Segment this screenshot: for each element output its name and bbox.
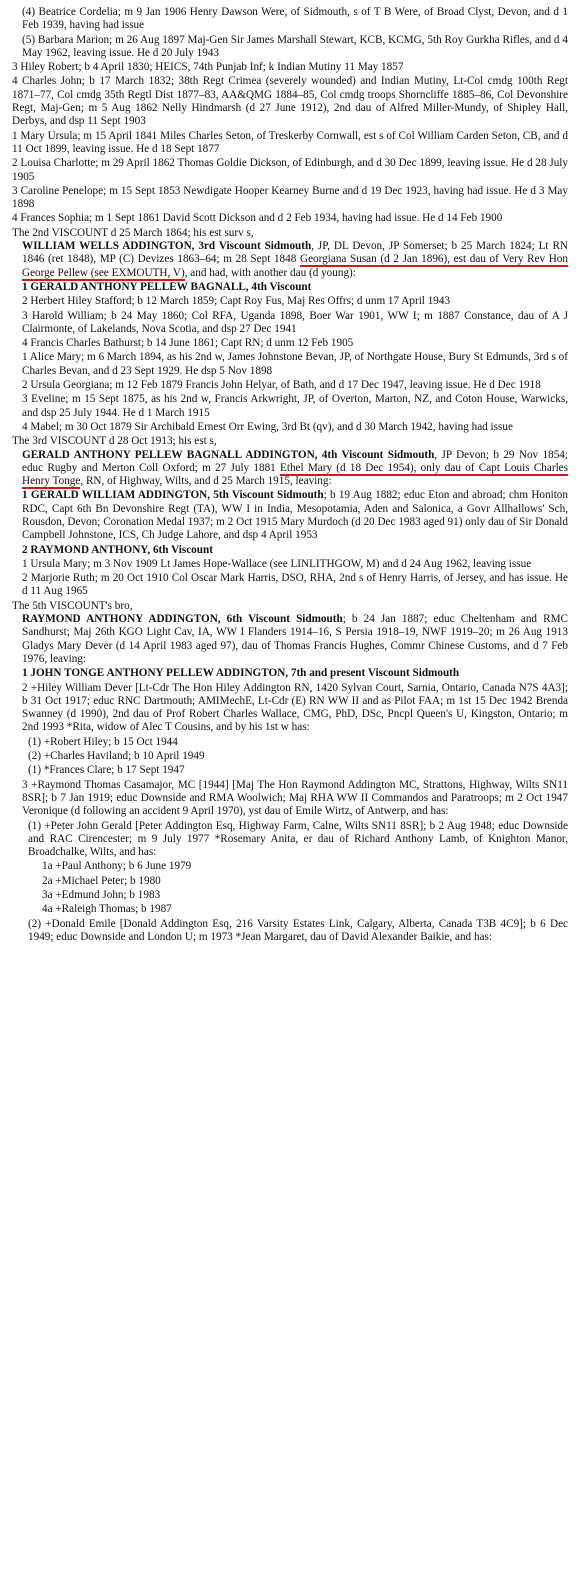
- entry-text: 2 Marjorie Ruth; m 20 Oct 1910 Col Oscar Mark Harris, DSO, RHA, 2nd s of Henry Harris, of Jersey, and has issue. He d 11 Aug 1965: [22, 572, 568, 598]
- child-entry: [28, 918, 568, 945]
- child-entry: [42, 889, 568, 902]
- child-entry: [22, 393, 568, 420]
- entry-text: 2 Ursula Georgiana; m 12 Feb 1879 Francis John Helyar, of Bath, and d 17 Dec 1947, leaving issue. He d Dec 1918: [22, 379, 541, 392]
- entry-text: 2 Herbert Hiley Stafford; b 12 March 1859; Capt Roy Fus, Maj Res Offrs; d unm 17 April 1943: [22, 295, 451, 308]
- child-entry: [22, 351, 568, 378]
- entry-text: 4 Francis Charles Bathurst; b 14 June 1861; Capt RN; d unm 12 Feb 1905: [22, 337, 354, 350]
- fourth-viscount-name: GERALD ANTHONY PELLEW BAGNALL ADDINGTON, 4th Viscount Sidmouth: [22, 448, 435, 461]
- genealogy-entry: [12, 61, 568, 74]
- second-viscount-intro: [12, 227, 568, 240]
- fourth-viscount-children: [12, 489, 568, 598]
- entry-text: 4 Mabel; m 30 Oct 1879 Sir Archibald Ernest Orr Ewing, 3rd Bt (qv), and d 30 March 1942, having had issue: [22, 420, 513, 433]
- earlier-entries: [12, 6, 568, 226]
- entry-text: 4 Frances Sophia; m 1 Sept 1861 David Scott Dickson and d 2 Feb 1934, having had issue. He d 14 Feb 1900: [12, 212, 503, 225]
- genealogy-entry: [12, 75, 568, 128]
- child-entry: [22, 667, 568, 680]
- entry-text: (2) +Donald Emile [Donald Addington Esq, 216 Varsity Estates Link, Calgary, Alberta, Canada T3B 4C9]; b 6 Dec 1949; educ Downside and London U; m 1973 *Jean Margaret, dau of David Alexander Baikie, and has:: [28, 917, 568, 943]
- entry-text: ; b 19 Aug 1882; educ Eton and abroad; chm Honiton RDC, Capt 6th Bn Devonshire Regt (TA), WW I in India, Mesopotamia, Aden and Salonica, a Govr Allhallows' Sch, Rousdon, Devon; Coronation Medal 1937; m 2 Oct 1915 Mary Murdoch (d 20 Dec 1983 aged 91) only dau of Sir Donald Campbell Johnstone, ICS, Ch Judge Lahore, and dsp 4 April 1953: [22, 489, 568, 542]
- child-entry: [42, 903, 568, 916]
- entry-text: 3 +Raymond Thomas Casamajor, MC [1944] [Maj The Hon Raymond Addington MC, Strattons, Highway, Wilts SN11 8SR]; b 7 Jan 1919; educ Downside and RMA Woolwich; Maj RHA WW II Commandos and Paratroops; m 2 Oct 1947 Veronique (d following an accident 9 April 1970), yst dau of Emile Wirtz, of Antwerp, and has:: [22, 778, 568, 818]
- entry-text: (1) +Peter John Gerald [Peter Addington Esq, Highway Farm, Calne, Wilts SN11 8SR]; b 2 Aug 1948; educ Downside and RAC Cirencester; m 9 July 1977 *Rosemary Anita, er dau of Richard Anthony Lamb, of Knighton Manor, Broadchalke, Wilts, and has:: [28, 819, 568, 859]
- child-entry: [22, 421, 568, 434]
- sixth-viscount-children: [12, 667, 568, 944]
- child-entry: [42, 875, 568, 888]
- entry-text: 1 Ursula Mary; m 3 Nov 1909 Lt James Hope-Wallace (see LINLITHGOW, M) and d 24 Aug 1962, leaving issue: [22, 557, 532, 570]
- genealogy-entry: [12, 185, 568, 212]
- child-entry: [22, 337, 568, 350]
- entry-text: 4a +Raleigh Thomas; b 1987: [42, 903, 172, 916]
- entry-bold-name: 1 GERALD ANTHONY PELLEW BAGNALL, 4th Viscount: [22, 280, 312, 293]
- child-entry: [22, 281, 568, 294]
- sixth-viscount-text: ; b 24 Jan 1887; educ Cheltenham and RMC Sandhurst; Maj 26th KGO Light Cav, IA, WW I Flanders 1914–16, S Persia 1918–19, NWF 1919–20; m 26 Aug 1913 Gladys Mary Dever (d 14 April 1983 aged 97), dau of Thomas Francis Hughes, Commr Chinese Customs, and d 7 Feb 1976, leaving:: [22, 613, 568, 665]
- entry-text: 3 Hiley Robert; b 4 April 1830; HEICS, 74th Punjab Inf; k Indian Mutiny 11 May 1857: [12, 61, 404, 74]
- entry-text: (1) *Frances Clare; b 17 Sept 1947: [28, 764, 185, 777]
- entry-text: (1) +Robert Hiley; b 15 Oct 1944: [28, 735, 178, 748]
- entry-bold-name: 1 JOHN TONGE ANTHONY PELLEW ADDINGTON, 7th and present Viscount Sidmouth: [22, 667, 460, 680]
- child-entry: [22, 558, 568, 571]
- third-viscount-entry: [22, 240, 568, 280]
- entry-text: 3a +Edmund John; b 1983: [42, 889, 161, 901]
- third-viscount-text-end: , and had, with another dau (d young):: [184, 266, 356, 279]
- entry-text: 3 Eveline; m 15 Sept 1875, as his 2nd w, Francis Arkwright, JP, of Overton, Marton, NZ, and Coton House, Warwicks, and dsp 25 July 1944. He d 1 March 1915: [22, 393, 568, 419]
- intro-text: The 5th VISCOUNT's bro,: [12, 599, 133, 612]
- child-entry: [22, 682, 568, 735]
- underlined-wife-georgiana: Georgiana Susan (d 2 Jan 1896), est dau of Very Rev Hon George Pellew (see EXMOUTH, V): [22, 253, 568, 279]
- fourth-viscount-text: , JP Devon; b 29 Nov 1854; educ Rugby and Merton Coll Oxford; m 27 July 1881: [22, 448, 568, 474]
- genealogy-entry: [12, 130, 568, 157]
- entry-text: (5) Barbara Marion; m 26 Aug 1897 Maj-Gen Sir James Marshall Stewart, KCB, KCMG, 5th Roy Gurkha Rifles, and d 4 May 1962, leaving issue. He d 20 July 1943: [22, 33, 568, 59]
- fifth-viscount-intro: [12, 600, 568, 613]
- child-entry: [28, 736, 568, 749]
- intro-text: The 2nd VISCOUNT d 25 March 1864; his est surv s,: [12, 226, 254, 239]
- child-entry: [22, 489, 568, 542]
- entry-text: 1 Alice Mary; m 6 March 1894, as his 2nd w, James Johnstone Bevan, JP, of Northgate House, Bury St Edmunds, 3rd s of Charles Bevan, and d 23 Sept 1929. He dsp 5 Nov 1898: [22, 351, 568, 377]
- child-entry: [28, 820, 568, 860]
- child-entry: [22, 379, 568, 392]
- entry-text: 4 Charles John; b 17 March 1832; 38th Regt Crimea (severely wounded) and Indian Mutiny, Lt-Col cmdg 100th Regt 1871–77, Col cmdg 35th Regtl Dist 1877–83, AA&QMG 1884–85, Col cmdg troops Shorncliffe 1885–86, Col Devonshire Regt, Maj-Gen; m 5 Aug 1862 Nelly Hindmarsh (d 27 June 1912), 2nd dau of Alfred Miller-Mundy, of Shipley Hall, Derbys, and dsp 11 Sept 1903: [12, 75, 568, 128]
- third-viscount-intro: [12, 435, 568, 448]
- genealogy-entry: [22, 6, 568, 33]
- entry-text: 1a +Paul Anthony; b 6 June 1979: [42, 860, 192, 873]
- genealogy-entry: [12, 212, 568, 225]
- underlined-wife-ethel: Ethel Mary (d 18 Dec 1954), only dau of Capt Louis Charles Henry Tonge: [22, 461, 568, 488]
- entry-text: 2 Louisa Charlotte; m 29 April 1862 Thomas Goldie Dickson, of Edinburgh, and d 30 Dec 1899, leaving issue. He d 28 July 1905: [12, 157, 568, 183]
- child-entry: [28, 764, 568, 777]
- child-entry: [22, 572, 568, 599]
- fourth-viscount-text-end: , RN, of Highway, Wilts, and d 25 March 1915, leaving:: [80, 475, 332, 488]
- third-viscount-name: WILLIAM WELLS ADDINGTON, 3rd Viscount Sidmouth: [22, 240, 312, 253]
- sixth-viscount-name: RAYMOND ANTHONY ADDINGTON, 6th Viscount Sidmouth: [22, 613, 343, 626]
- entry-text: 1 Mary Ursula; m 15 April 1841 Miles Charles Seton, of Treskerby Cornwall, est s of Col William Carden Seton, CB, and d 11 Oct 1899, leaving issue. He d 18 Sept 1877: [12, 129, 568, 155]
- genealogy-entry: [22, 34, 568, 61]
- entry-bold-name: 1 GERALD WILLIAM ADDINGTON, 5th Viscount Sidmouth: [22, 489, 324, 502]
- third-viscount-children: [12, 281, 568, 434]
- child-entry: [28, 750, 568, 763]
- third-viscount-text: , JP, DL Devon, JP Somerset; b 25 March 1824; Lt RN 1846 (ret 1848), MP (C) Devizes 1863–64; m 28 Sept 1848: [22, 240, 568, 266]
- child-entry: [22, 544, 568, 557]
- intro-text: The 3rd VISCOUNT d 28 Oct 1913; his est s,: [12, 435, 217, 448]
- genealogy-entry: [12, 157, 568, 184]
- fourth-viscount-entry: [22, 449, 568, 489]
- entry-bold-name: 2 RAYMOND ANTHONY, 6th Viscount: [22, 543, 213, 556]
- entry-text: 2 +Hiley William Dever [Lt-Cdr The Hon Hiley Addington RN, 1420 Sylvan Court, Sarnia, Ontario, Canada N7S 4A3]; b 31 Oct 1917; educ RNC Dartmouth; AMIMechE, Lt-Cdr (E) RN WW II and as Pilot FAA; m 1st 15 Dec 1942 Brenda Swanney (d 1990), 2nd dau of Prof Robert Charles Wallace, CMG, PhD, DSc, Pncpl Queen's U, Kingston, Ontario; m 2nd 1993 *Rita, widow of Alec T Cousins, and by his 1st w has:: [22, 681, 568, 734]
- child-entry: [42, 860, 568, 873]
- child-entry: [22, 310, 568, 337]
- child-entry: [22, 295, 568, 308]
- child-entry: [22, 779, 568, 819]
- entry-text: (4) Beatrice Cordelia; m 9 Jan 1906 Henry Dawson Were, of Sidmouth, s of T B Were, of Broad Clyst, Devon, and d 1 Feb 1939, having had issue: [22, 6, 568, 32]
- sixth-viscount-entry: [22, 613, 568, 666]
- entry-text: 3 Caroline Penelope; m 15 Sept 1853 Newdigate Hooper Kearney Burne and d 19 Dec 1923, having had issue. He d 3 May 1898: [12, 184, 568, 211]
- entry-text: 3 Harold William; b 24 May 1860; Col RFA, Uganda 1898, Boer War 1901, WW I; m 1887 Constance, dau of A J Clairmonte, of Lakelands, Nova Scotia, and dsp 27 Dec 1941: [22, 309, 568, 335]
- entry-text: (2) +Charles Haviland; b 10 April 1949: [28, 750, 205, 763]
- entry-text: 2a +Michael Peter; b 1980: [42, 874, 161, 887]
